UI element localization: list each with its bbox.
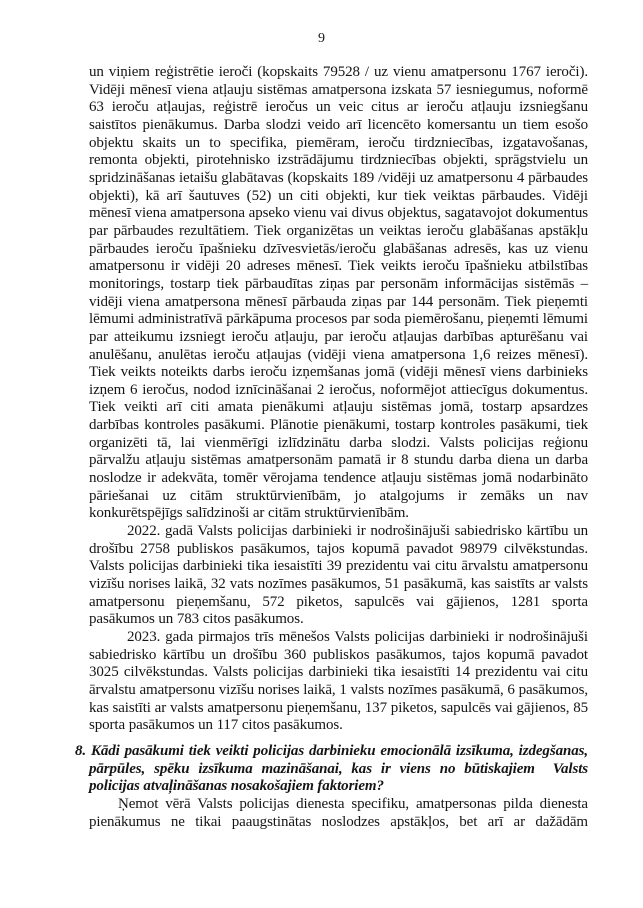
paragraph-2023-statistics: 2023. gada pirmajos trīs mēnešos Valsts policijas darbinieki ir nodrošinājuši sabiedrisko kārtību un drošību 360 publiskos pasākumos, tajos kopumā pavadot 3025 cilvēkstundas. Valsts policijas darbinieki tika iesaistīti 14 prezidentu vai citu ārvalstu amatpersonu vizīšu norises laikā, 1 valsts nozīmes pasākumā, 6 pasākumos, kas saistīti ar valsts amatpersonu pieņemšanu, 137 piketos, sapulcēs vai gājienos, 85 sporta pasākumos un 117 citos pasākumos. xyxy=(89,629,588,734)
page-number: 9 xyxy=(318,31,325,46)
question-number: 8. xyxy=(75,742,87,759)
paragraph-answer-start: Ņemot vērā Valsts policijas dienesta specifiku, amatpersonas pilda dienesta pienākumus ne tikai paaugstinātas noslodzes apstākļos, bet arī ar dažādām xyxy=(89,795,588,830)
question-heading-8 xyxy=(75,742,588,796)
paragraph-continuation: un viņiem reģistrētie ieroči (kopskaits 79528 / uz vienu amatpersonu 1767 ieroči). Vidēji mēnesī viena atļauju sistēmas amatpersona izskata 57 iesniegumus, noformē 63 ieroču atļaujas, reģistrē ieročus un veic citus ar ieroču atļauju izsniegšanu saistītos pienākumus. Darba slodzi veido arī licencēto komersantu un tiem esošo objektu skaits un to specifika, piemēram, ieroču tirdzniecības, izgatavošanas, remonta objekti, pirotehnisko izstrādājumu tirdzniecības objekti, sprāgstvielu un spridzināšanas ietaišu glabātavas (kopskaits 189 /vidēji uz amatpersonu 4 pārbaudes objekti), kā arī šautuves (52) un citi objekti, kur tiek veiktas pārbaudes. Vidēji mēnesī viena amatpersona apseko vienu vai divus objektus, sagatavojot dokumentus par pārbaudes rezultātiem. Tiek organizētas un veiktas ieroču glabāšanas apstākļu pārbaudes ieroču īpašnieku dzīvesvietās/ieroču glabāšanas adresēs, kas uz vienu amatpersonu ir vidēji 20 adreses mēnesī. Tiek veikts ieroču īpašnieku atbilstības monitorings, tostarp tiek pārbaudītas ziņas par personām informācijas sistēmās – vidēji viena amatpersona mēnesī pārbauda ziņas par 144 personām. Tiek pieņemti lēmumi administratīvā pārkāpuma procesos par soda piemērošanu, pieņemti lēmumi par atteikumu izsniegt ieroču atļauju, par ieroču atļaujas darbības apturēšanu vai anulēšanu, anulētas ieroču atļaujas (vidēji viena amatpersona 1,6 reizes mēnesī). Tiek veikts noteikts darbs ieroču izņemšanas jomā (vidēji mēnesī viens darbinieks izņem 6 ieročus, nodod iznīcināšanai 2 ieročus, noformējot attiecīgus dokumentus. Tiek veikti arī citi amata pienākumi atļauju sistēmas jomā, tostarp apsardzes darbības kontroles pasākumi. Plānotie pienākumi, tostarp kontroles pasākumi, tiek organizēti tā, lai vienmērīgi izlīdzinātu darba slodzi. Valsts policijas reģionu pārvalžu atļauju sistēmas amatpersonām pamatā ir 8 stundu darba diena un darba noslodze ir adekvāta, tomēr vērojama tendence atļauju sistēmas jomā nodarbināto pāriešanai uz citām struktūrvienībām, jo atalgojums ir zemāks un nav konkurētspējīgs salīdzinoši ar citām struktūrvienībām. xyxy=(89,64,588,522)
page-body xyxy=(75,64,588,831)
question-text: Kādi pasākumi tiek veikti policijas darbinieku emocionālā izsīkuma, izdegšanas, pārpūles, spēku izsīkuma mazināšanai, kas ir viens no būtiskajiem Valsts policijas atvaļināšanas nosakošajiem faktoriem? xyxy=(89,742,588,795)
paragraph-2022-statistics: 2022. gadā Valsts policijas darbinieki ir nodrošinājuši sabiedrisko kārtību un drošību 2758 publiskos pasākumos, tajos kopumā pavadot 98979 cilvēkstundas. Valsts policijas darbinieki tika iesaistīti 39 prezidentu vai citu ārvalstu amatpersonu vizīšu norises laikā, 32 vats nozīmes pasākumos, 51 pasākumā, kas saistīts ar valsts amatpersonu pieņemšanu, 572 piketos, sapulcēs vai gājienos, 1281 sporta pasākumos un 783 citos pasākumos. xyxy=(89,523,588,628)
